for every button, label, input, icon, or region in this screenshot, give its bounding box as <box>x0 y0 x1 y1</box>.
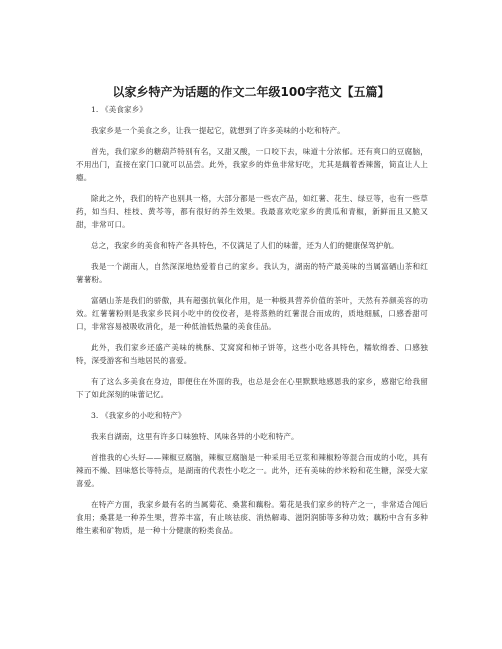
paragraph: 富硒山茶是我们的骄傲，具有超强抗氧化作用，是一种极具营养价值的茶叶，天然有养颜美容的功效。红薯薯粉则是我家乡民间小吃中的佼佼者，是将蒸熟的红薯混合而成的，质地细腻，口感香甜可口，非常容易被吸收消化，是一种低油低热量的美食佳品。 <box>76 296 428 331</box>
paragraph: 有了这么多美食在身边，即便住在外面的我，也总是会在心里默默地感恩我的家乡，感谢它给我留下了如此深刻的味蕾记忆。 <box>76 377 428 399</box>
paragraph: 除此之外，我们的特产也别具一格，大部分都是一些农产品，如红薯、花生、绿豆等，也有一些草药，如当归、桂枝、黄芩等，都有很好的养生效果。我最喜欢吃家乡的黄瓜和青椒，新鲜而且又脆又甜，非常可口。 <box>76 194 428 229</box>
paragraph: 我来自湖南，这里有许多口味独特、风味各异的小吃和特产。 <box>91 432 299 441</box>
document-title: 以家乡特产为话题的作文二年级100字范文【五篇】 <box>112 85 390 99</box>
section-heading: 1. 《美食家乡》 <box>91 105 148 114</box>
paragraph: 我家乡是一个美食之乡，让我一提起它，就想到了许多美味的小吃和特产。 <box>91 126 345 135</box>
document-body <box>76 103 428 545</box>
paragraph: 此外，我们家乡还盛产美味的桃酥、艾窝窝和柿子饼等，这些小吃各具特色，糯软绵香、口感独特，深受游客和当地居民的喜爱。 <box>76 343 428 365</box>
paragraph: 首先，我们家乡的糖葫芦特别有名，又甜又酸，一口咬下去，味道十分浓郁。还有爽口的豆腐脑，不用出门，直接在家门口就可以品尝。此外，我家乡的炸鱼非常好吃，尤其是藕着香辣酱，简直让人上瘾。 <box>76 147 428 182</box>
paragraph: 我是一个湖南人，自然深深地热爱着自己的家乡。我认为，湖南的特产最美味的当属富硒山茶和红薯薯粉。 <box>76 262 428 284</box>
paragraph: 在特产方面，我家乡最有名的当属菊花、桑葚和藕粉。菊花是我们家乡的特产之一，非常适合闻后食用；桑葚是一种养生果，营养丰富，有止咳祛痰、消热解毒、滋阴润肺等多种功效；藕粉中含有多种维生素和矿物质，是一种十分健康的粉类食品。 <box>76 500 428 535</box>
paragraph: 首推我的心头好——辣椒豆腐脑，辣椒豆腐脑是一种采用毛豆浆和辣椒粉等混合而成的小吃，具有辣而不燥、回味悠长等特点，是湖南的代表性小吃之一。此外，还有美味的炒米粉和花生糖，深受大家喜爱。 <box>76 453 428 488</box>
paragraph: 总之，我家乡的美食和特产各具特色，不仅满足了人们的味蕾，还为人们的健康保驾护航。 <box>91 241 399 250</box>
section-heading: 3. 《我家乡的小吃和特产》 <box>91 411 186 420</box>
